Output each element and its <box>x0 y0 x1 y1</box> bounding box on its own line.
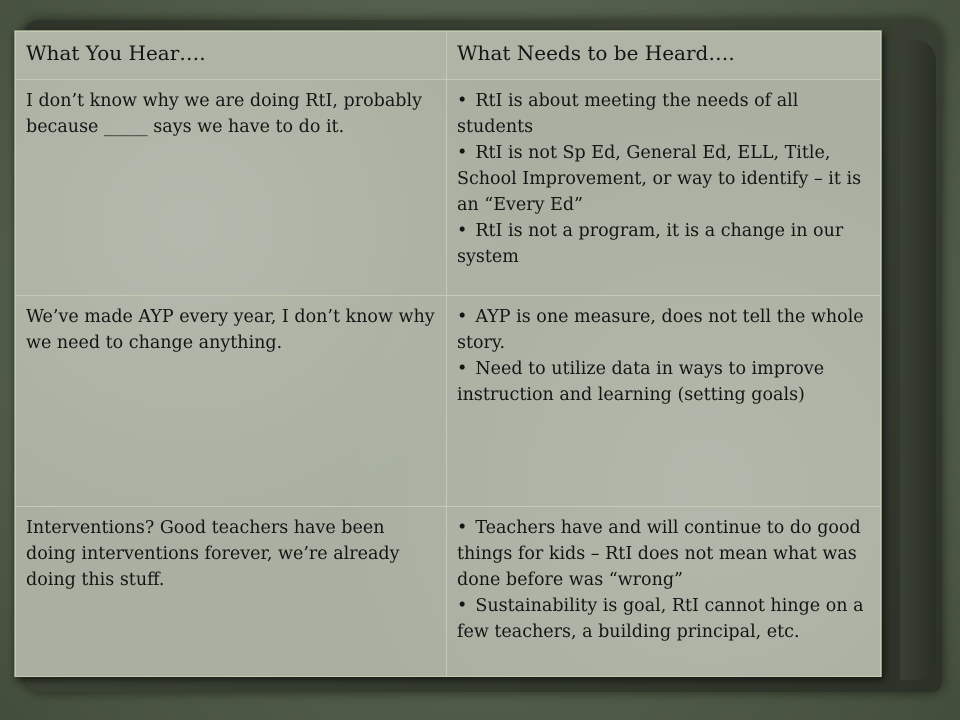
heard-cell <box>447 80 881 296</box>
header-what-you-hear: What You Hear…. <box>16 32 447 80</box>
heard-bullet-text: Teachers have and will continue to do good things for kids – RtI does not mean what was done before was “wrong” <box>457 518 861 590</box>
heard-bullet <box>457 140 870 218</box>
bullet-icon: • <box>457 596 468 616</box>
heard-cell <box>447 296 881 507</box>
heard-bullet <box>457 356 870 408</box>
table-header-row <box>16 32 881 80</box>
hear-cell: I don’t know why we are doing RtI, probably because _____ says we have to do it. <box>16 80 447 296</box>
heard-bullet-text: RtI is about meeting the needs of all students <box>457 91 799 137</box>
bullet-icon: • <box>457 307 468 327</box>
bullet-icon: • <box>457 221 468 241</box>
heard-bullet <box>457 593 870 645</box>
content-card <box>14 30 882 677</box>
comparison-table <box>15 31 881 677</box>
table-row <box>16 296 881 507</box>
bullet-icon: • <box>457 143 468 163</box>
heard-bullet-text: RtI is not Sp Ed, General Ed, ELL, Title, School Improvement, or way to identify – it is an “Every Ed” <box>457 143 862 215</box>
heard-bullet-text: RtI is not a program, it is a change in our system <box>457 221 844 267</box>
heard-cell <box>447 507 881 677</box>
table-row <box>16 507 881 677</box>
bullet-icon: • <box>457 91 468 111</box>
heard-bullet-text: Need to utilize data in ways to improve instruction and learning (setting goals) <box>457 359 825 405</box>
background-paper-edge <box>900 40 936 680</box>
table-row <box>16 80 881 296</box>
heard-bullet <box>457 515 870 593</box>
heard-bullet <box>457 304 870 356</box>
header-what-needs-to-be-heard: What Needs to be Heard…. <box>447 32 881 80</box>
heard-bullet-text: AYP is one measure, does not tell the whole story. <box>457 307 864 353</box>
bullet-icon: • <box>457 359 468 379</box>
heard-bullet <box>457 218 870 270</box>
hear-cell: We’ve made AYP every year, I don’t know why we need to change anything. <box>16 296 447 507</box>
bullet-icon: • <box>457 518 468 538</box>
heard-bullet-text: Sustainability is goal, RtI cannot hinge on a few teachers, a building principal, etc. <box>457 596 864 642</box>
hear-cell: Interventions? Good teachers have been doing interventions forever, we’re already doing this stuff. <box>16 507 447 677</box>
heard-bullet <box>457 88 870 140</box>
